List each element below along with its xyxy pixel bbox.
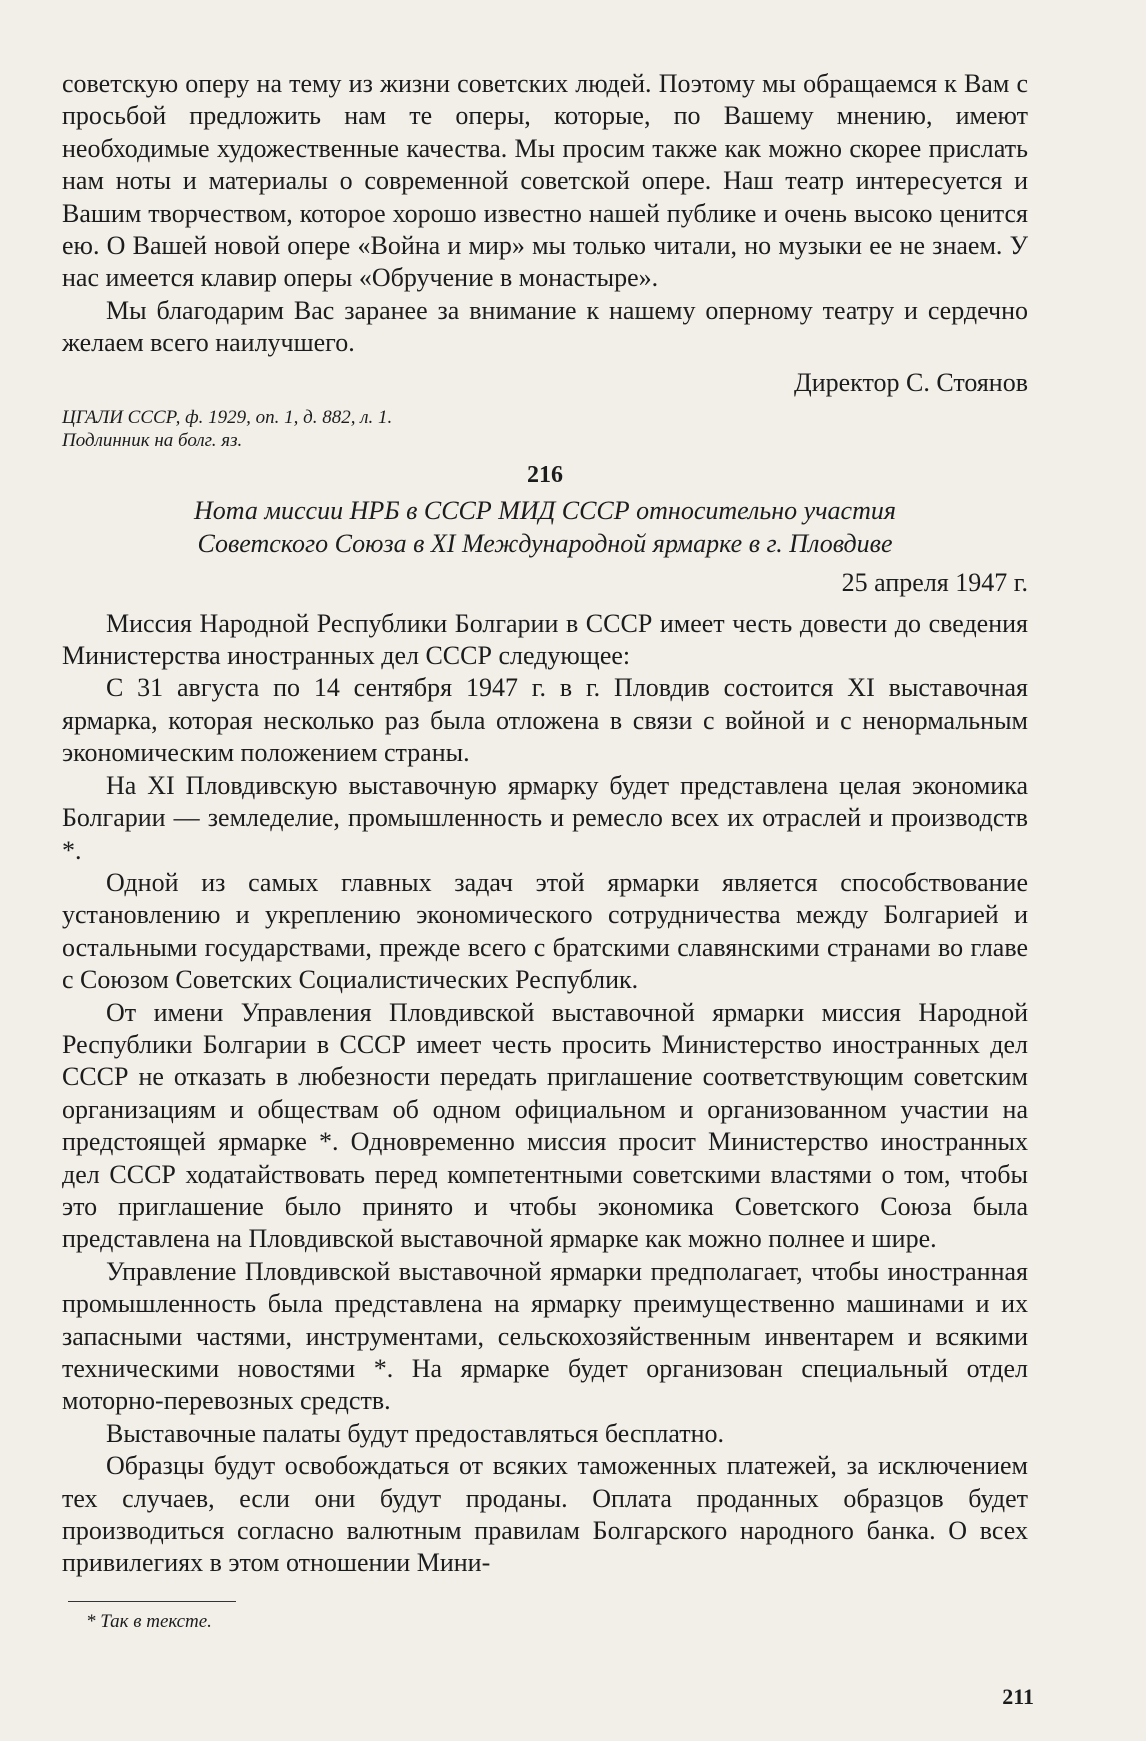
- body-paragraph-5: От имени Управления Пловдивской выставочной ярмарки миссия Народной Республики Болгарии в СССР имеет честь просить Министерство иностранных дел СССР не отказать в любезности передать приглашение соответствующим советским организациям и обществам об одном официальном и организованном участии на предстоящей ярмарке *. Одновременно миссия просит Министерство иностранных дел СССР ходатайствовать перед компетентными советскими властями о том, чтобы это приглашение было принято и чтобы экономика Советского Союза была представлена на Пловдивской выставочной ярмарке как можно полнее и шире.: [62, 997, 1028, 1254]
- archive-ref-line: ЦГАЛИ СССР, ф. 1929, оп. 1, д. 882, л. 1.: [62, 406, 393, 428]
- body-paragraph-7: Выставочные палаты будут предоставляться бесплатно.: [106, 1418, 725, 1448]
- prev-letter-closing: Мы благодарим Вас заранее за внимание к нашему оперному театру и сердечно желаем всего наилучшего.: [62, 295, 1028, 358]
- document-title: [62, 494, 1028, 560]
- document-title-line-1: Нота миссии НРБ в СССР МИД СССР относительно участия: [194, 495, 896, 525]
- body-paragraph-4: Одной из самых главных задач этой ярмарки является способствование установлению и укреплению экономического сотрудничества между Болгарией и остальными государствами, прежде всего с братскими славянскими странами во главе с Союзом Советских Социалистических Республик.: [62, 867, 1028, 995]
- page-number: 211: [1002, 1684, 1034, 1709]
- document-date: 25 апреля 1947 г.: [841, 567, 1028, 597]
- body-paragraph-3: На XI Пловдивскую выставочную ярмарку будет представлена целая экономика Болгарии — земледелие, промышленность и ремесло всех их отраслей и производств *.: [62, 770, 1028, 865]
- archive-reference: [62, 406, 1028, 452]
- body-paragraph-8: Образцы будут освобождаться от всяких таможенных платежей, за исключением тех случаев, если они будут проданы. Оплата проданных образцов будет производиться согласно валютным правилам Болгарского народного банка. О всех привилегиях в этом отношении Мини-: [62, 1451, 1028, 1578]
- signature: Директор С. Стоянов: [793, 367, 1028, 397]
- document-title-line-2: Советского Союза в XI Международной ярмарке в г. Пловдиве: [197, 528, 893, 558]
- body-paragraph-2: С 31 августа по 14 сентября 1947 г. в г. Пловдив состоится XI выставочная ярмарка, которая несколько раз была отложена в связи с войной и с ненормальным экономическим положением страны.: [62, 673, 1028, 768]
- body-paragraph-1: Миссия Народной Республики Болгарии в СССР имеет честь довести до сведения Министерства иностранных дел СССР следующее:: [62, 608, 1028, 671]
- document-number: 216: [527, 461, 563, 488]
- footnote-divider: [68, 1601, 236, 1602]
- archive-note-line: Подлинник на болг. яз.: [62, 429, 243, 451]
- prev-letter-paragraph: советскую оперу на тему из жизни советских людей. Поэтому мы обращаемся к Вам с просьбой предложить нам те оперы, которые, по Вашему мнению, имеют необходимые художественные качества. Мы просим также как можно скорее прислать нам ноты и материалы о современной советской опере. Наш театр интересуется и Вашим творчеством, которое хорошо известно нашей публике и очень высоко ценится ею. О Вашей новой опере «Война и мир» мы только читали, но музыки ее не знаем. У нас имеется клавир оперы «Обручение в монастыре».: [62, 69, 1028, 293]
- body-paragraph-6: Управление Пловдивской выставочной ярмарки предполагает, чтобы иностранная промышленность была представлена на ярмарку преимущественно машинами и их запасными частями, инструментами, сельскохозяйственным инвентарем и всякими техническими новостями *. На ярмарке будет организован специальный отдел моторно-перевозных средств.: [62, 1256, 1028, 1416]
- footnote: * Так в тексте.: [86, 1611, 212, 1632]
- page-body: [62, 68, 1028, 1580]
